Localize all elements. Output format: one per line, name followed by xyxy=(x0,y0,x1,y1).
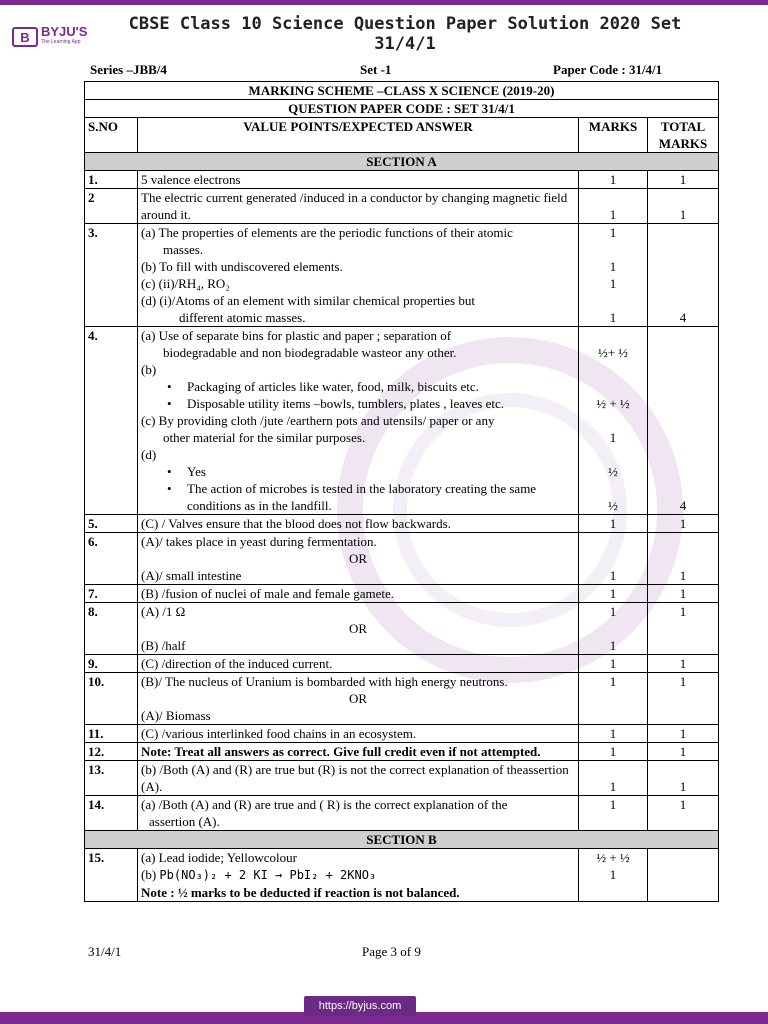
chemical-equation: Pb(NO₃)₂ + 2 KI → PbI₂ + 2KNO₃ xyxy=(159,868,377,882)
table-row: 1. 5 valence electrons 1 1 xyxy=(85,171,719,189)
table-row: 15. (a) Lead iodide; Yellowcolour (b) Pb(NO₃)₂ + 2 KI → PbI₂ + 2KNO₃ Note : ½ marks to be deducted if reaction is not balanced. ½ + ½ 1 xyxy=(85,849,719,902)
marking-scheme-table xyxy=(84,81,719,902)
col-sno: S.NO xyxy=(85,118,138,153)
page-title: CBSE Class 10 Science Question Paper Solution 2020 Set 31/4/1 xyxy=(128,14,682,54)
table-row: 4. (a) Use of separate bins for plastic and paper ; separation of biodegradable and non biodegradable wasteor any other. (b) • Packaging of articles like water, food, milk, biscuits etc. • Disposable utility items –bowls, tumblers, plates , leaves etc. (c) By providing cloth /jute /earthern pots and utensils/ paper or any other material for the similar purposes. (d) • Yes • The action of microbes is tested in the laboratory creating the same conditions as in the landfill. ½+ ½ ½ + ½ 1 ½ ½ 4 xyxy=(85,327,719,515)
table-row: 5. (C) / Valves ensure that the blood does not flow backwards. 1 1 xyxy=(85,515,719,533)
table-row: 11. (C) /various interlinked food chains in an ecosystem. 1 1 xyxy=(85,725,719,743)
section-row xyxy=(85,153,719,171)
table-row: 3. (a) The properties of elements are the periodic functions of their atomic masses. (b) To fill with undiscovered elements. (c) (ii)/RH₄, RO₂ (d) (i)/Atoms of an element with similar chemical properties but different atomic masses. 1 1 1 1 4 xyxy=(85,224,719,327)
table-row: 9. (C) /direction of the induced current. 1 1 xyxy=(85,655,719,673)
col-value: VALUE POINTS/EXPECTED ANSWER xyxy=(138,118,579,153)
column-header-row xyxy=(85,118,719,153)
table-row: 6. (A)/ takes place in yeast during fermentation. OR (A)/ small intestine 1 1 xyxy=(85,533,719,585)
series-label: Series –JBB/4 xyxy=(90,62,167,77)
section-b-label: SECTION B xyxy=(85,831,719,849)
section-a-label: SECTION A xyxy=(85,153,719,171)
table-row: 13. (b) /Both (A) and (R) are true but (R) is not the correct explanation of theassertion (A). 1 1 xyxy=(85,761,719,796)
table-row: 14. (a) /Both (A) and (R) are true and ( R) is the correct explanation of the assertion (A). 1 1 xyxy=(85,796,719,831)
website-link[interactable]: https://byjus.com xyxy=(304,996,416,1016)
table-row: 12. Note: Treat all answers as correct. Give full credit even if not attempted. 1 1 xyxy=(85,743,719,761)
logo-mark: B xyxy=(12,27,38,47)
table-row: 8. (A) /1 Ω OR (B) /half 1 1 1 xyxy=(85,603,719,655)
table-row: 2 The electric current generated /induced in a conductor by changing magnetic field around it. 1 1 xyxy=(85,189,719,224)
logo-tagline: The Learning App xyxy=(41,39,81,45)
set-label: Set -1 xyxy=(360,62,392,77)
top-accent-bar xyxy=(0,0,768,5)
table-heading-1: MARKING SCHEME –CLASS X SCIENCE (2019-20) xyxy=(85,82,719,100)
table-row: 10. (B)/ The nucleus of Uranium is bombarded with high energy neutrons. OR (A)/ Biomass 1 1 xyxy=(85,673,719,725)
col-marks: MARKS xyxy=(579,118,648,153)
logo-name: BYJU'S xyxy=(41,24,88,39)
byjus-logo xyxy=(12,26,87,48)
table-heading-2: QUESTION PAPER CODE : SET 31/4/1 xyxy=(85,100,719,118)
paper-code-label: Paper Code : 31/4/1 xyxy=(553,62,663,77)
footer-page-number: Page 3 of 9 xyxy=(362,944,421,959)
col-total: TOTAL MARKS xyxy=(648,118,719,153)
section-row xyxy=(85,831,719,849)
footer-code: 31/4/1 xyxy=(88,944,122,959)
table-row: 7. (B) /fusion of nuclei of male and female gamete. 1 1 xyxy=(85,585,719,603)
